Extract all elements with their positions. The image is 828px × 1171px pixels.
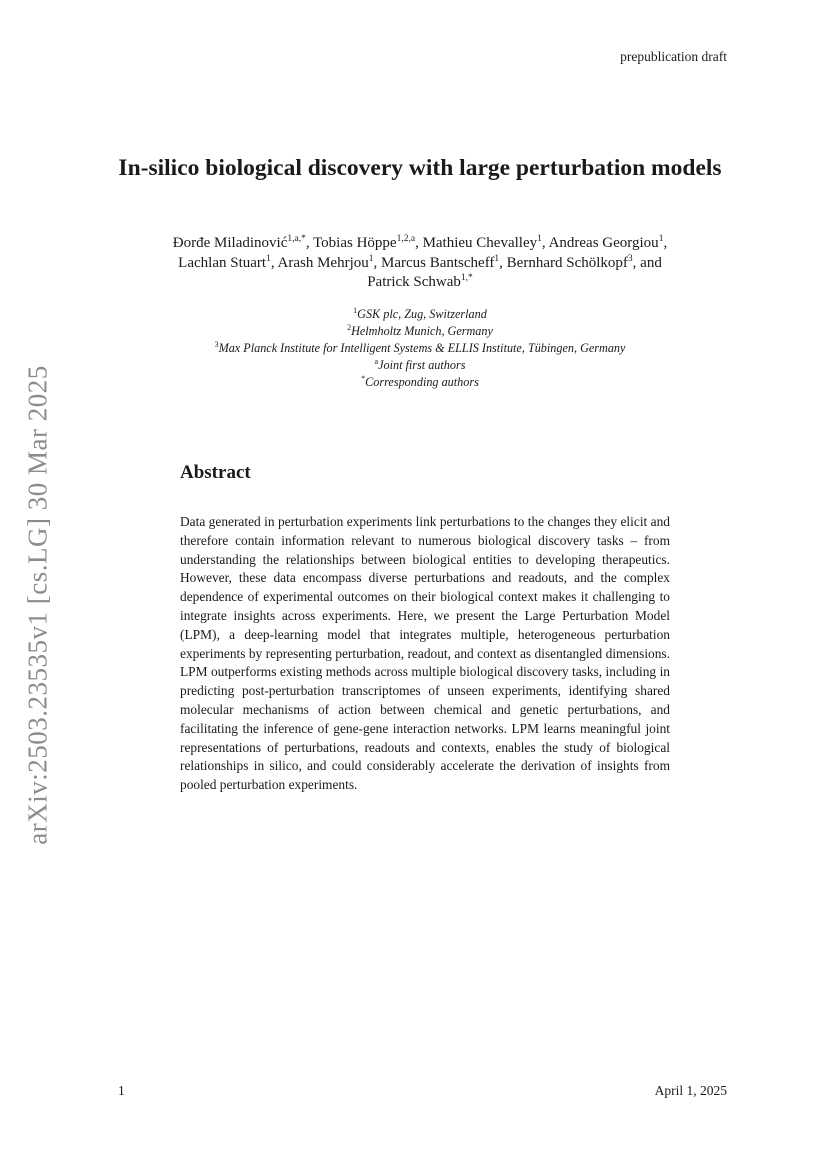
author <box>507 255 633 271</box>
author-affiliation-mark: 3 <box>627 253 633 264</box>
affiliation-text: GSK plc, Zug, Switzerland <box>357 307 487 321</box>
page-number: 1 <box>118 1083 125 1098</box>
affiliation-text: Helmholtz Munich, Germany <box>351 324 493 338</box>
affiliation-text: Max Planck Institute for Intelligent Systems & ELLIS Institute, Tübingen, Germany <box>218 341 626 355</box>
affiliation <box>110 374 730 391</box>
abstract-text: Data generated in perturbation experiments link perturbations to the changes they elicit and therefore contain information relevant to numerous biological discovery tasks – from understanding the relationships between biological entities to developing therapeutics. However, these data encompass diverse perturbations and readouts, and the complex dependence of experimental outcomes on their biological context makes it challenging to integrate insights across experiments. Here, we present the Large Perturbation Model (LPM), a deep-learning model that integrates multiple, heterogeneous perturbation experiments by representing perturbation, readout, and context as disentangled dimensions. LPM outperforms existing methods across multiple biological discovery tasks, including in predicting post-perturbation transcriptomes of unseen experiments, identifying shared molecular mechanisms of action between chemical and genetic perturbations, and facilitating the inference of gene-gene interaction networks. LPM learns meaningful joint representations of perturbations, readouts and contexts, enables the study of biological relationships in silico, and could considerably accelerate the derivation of insights from pooled perturbation experiments. <box>180 514 670 793</box>
author <box>367 274 473 290</box>
draft-status: prepublication draft <box>620 49 727 64</box>
affiliation <box>110 323 730 340</box>
author <box>178 255 271 271</box>
author-name: Mathieu Chevalley <box>422 235 538 251</box>
arxiv-identifier-text: arXiv:2503.23535v1 [cs.LG] 30 Mar 2025 <box>22 365 53 845</box>
author-separator: , <box>415 235 423 251</box>
author-separator: , <box>499 254 507 271</box>
affiliation-text: Corresponding authors <box>365 375 479 389</box>
arxiv-identifier <box>20 360 56 850</box>
author-separator: , <box>541 235 549 251</box>
affiliation <box>110 340 730 357</box>
author-affiliation-mark: 1 <box>368 253 374 264</box>
author-affiliation-mark: 1,a,* <box>287 234 306 244</box>
author <box>423 235 542 251</box>
author-name: Lachlan Stuart <box>178 254 267 271</box>
author-affiliation-mark: 1,2,a <box>396 234 416 244</box>
paper-title: In-silico biological discovery with large perturbation models <box>118 155 722 181</box>
author <box>173 235 306 251</box>
author-affiliation-mark: 1 <box>537 234 542 244</box>
author <box>278 255 374 271</box>
author <box>549 235 664 251</box>
author-name: Tobias Höppe <box>313 235 397 251</box>
author <box>381 255 499 271</box>
author-separator: , <box>270 254 278 271</box>
author-separator: , and <box>632 254 662 271</box>
affiliation-list <box>110 306 730 391</box>
affiliation-mark: 1 <box>353 305 358 315</box>
affiliation <box>110 357 730 374</box>
publication-date: April 1, 2025 <box>654 1083 727 1098</box>
author-name: Andreas Georgiou <box>548 235 659 251</box>
abstract-heading: Abstract <box>180 462 251 483</box>
author-separator: , <box>663 235 668 251</box>
author-affiliation-mark: 1 <box>266 253 271 264</box>
author-name: Đorđe Miladinović <box>172 235 288 251</box>
affiliation-mark: * <box>361 373 366 383</box>
author-affiliation-mark: 1,* <box>460 273 473 283</box>
affiliation <box>110 306 730 323</box>
affiliation-text: Joint first authors <box>378 358 466 372</box>
affiliation-mark: a <box>374 356 379 366</box>
author-list <box>105 234 735 293</box>
author-name: Bernhard Schölkopf <box>506 254 628 271</box>
author <box>313 235 415 251</box>
author-separator: , <box>305 235 314 251</box>
author-separator: , <box>373 254 381 271</box>
affiliation-mark: 3 <box>214 339 219 349</box>
author-name: Marcus Bantscheff <box>380 254 495 271</box>
author-affiliation-mark: 1 <box>494 253 500 264</box>
author-name: Arash Mehrjou <box>277 254 369 271</box>
author-affiliation-mark: 1 <box>658 234 664 244</box>
affiliation-mark: 2 <box>347 322 352 332</box>
author-name: Patrick Schwab <box>367 274 461 290</box>
